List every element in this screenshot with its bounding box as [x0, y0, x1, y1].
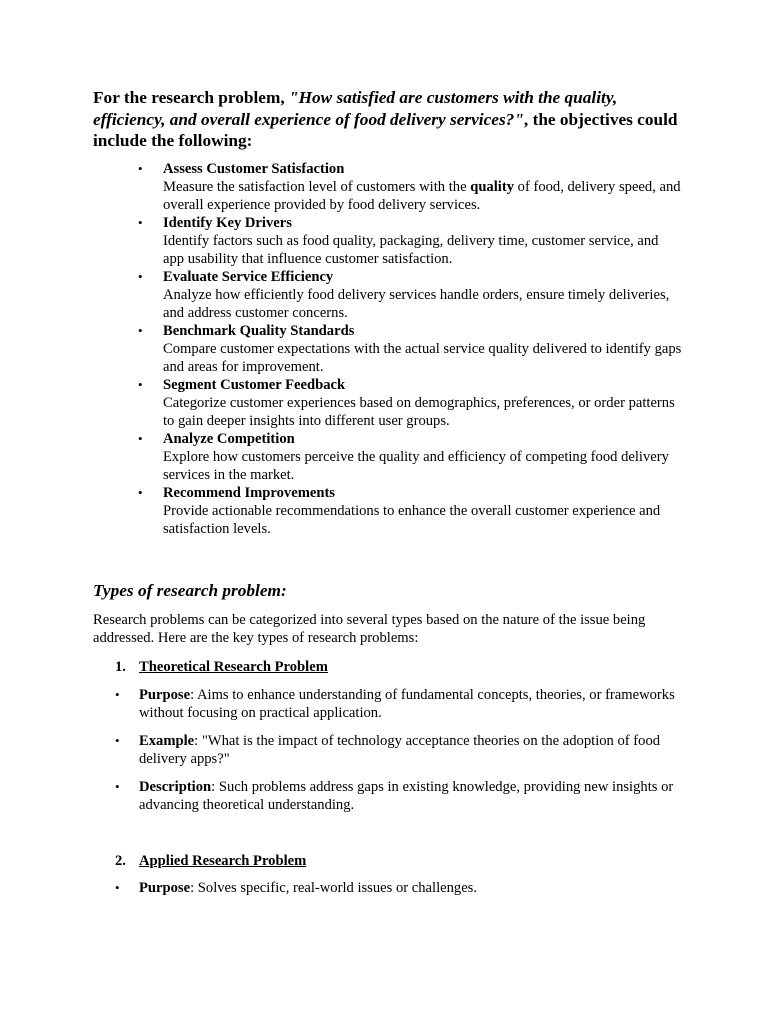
list-item [138, 322, 683, 376]
objective-title: Analyze Competition [163, 431, 295, 447]
detail-label: Example [139, 733, 195, 749]
bullet-icon: • [138, 485, 143, 500]
heading-suffix: , the objectives could include the following: [93, 109, 678, 150]
objective-title: Segment Customer Feedback [163, 377, 346, 393]
list-item [138, 160, 683, 214]
heading-question: "How satisfied are customers with the quality, efficiency, and overall experience of food delivery services?" [93, 88, 618, 129]
list-item [115, 686, 679, 722]
bullet-icon: • [115, 687, 120, 702]
types-intro-paragraph: Research problems can be categorized into several types based on the nature of the issue being addressed. Here are the key types of research problems: [93, 612, 646, 646]
objective-description: Compare customer expectations with the actual service quality delivered to identify gaps and areas for improvement. [163, 341, 682, 375]
bullet-icon: • [138, 161, 143, 176]
objective-description: Provide actionable recommendations to enhance the overall customer experience and satisfaction levels. [163, 503, 661, 537]
objective-title: Evaluate Service Efficiency [163, 269, 334, 285]
type-title: Theoretical Research Problem [139, 659, 328, 675]
list-item [138, 430, 683, 484]
objectives-heading [93, 87, 683, 152]
bullet-icon: • [138, 269, 143, 284]
detail-text: : Such problems address gaps in existing knowledge, providing new insights or advancing theoretical understanding. [139, 779, 674, 813]
list-item [138, 268, 683, 322]
type-heading-applied [115, 852, 306, 870]
bullet-icon: • [115, 880, 120, 895]
bullet-icon: • [138, 323, 143, 338]
types-section-title: Types of research problem: [93, 581, 287, 600]
objective-title: Recommend Improvements [163, 485, 335, 501]
detail-label: Description [139, 779, 212, 795]
list-item [138, 376, 683, 430]
list-item [115, 778, 679, 814]
objective-description: Measure the satisfaction level of customers with the quality of food, delivery speed, and overall experience provided by food delivery services. [163, 179, 681, 213]
objectives-list [138, 160, 683, 538]
detail-text: : Solves specific, real-world issues or challenges. [190, 880, 478, 896]
bullet-icon: • [138, 431, 143, 446]
bullet-icon: • [138, 377, 143, 392]
bullet-icon: • [138, 215, 143, 230]
bullet-icon: • [115, 779, 120, 794]
type-heading-theoretical [115, 658, 328, 676]
bullet-icon: • [115, 733, 120, 748]
objective-title: Identify Key Drivers [163, 215, 292, 231]
list-item [115, 879, 679, 897]
objective-title: Benchmark Quality Standards [163, 323, 355, 339]
type-title: Applied Research Problem [139, 853, 307, 869]
objective-description: Categorize customer experiences based on demographics, preferences, or order patterns to gain deeper insights into different user groups. [163, 395, 675, 429]
type-number: 2. [115, 853, 126, 869]
heading-prefix: For the research problem, [93, 88, 289, 107]
detail-label: Purpose [139, 687, 191, 703]
type-number: 1. [115, 659, 126, 675]
detail-text: : "What is the impact of technology acceptance theories on the adoption of food delivery apps?" [139, 733, 661, 767]
objective-description: Explore how customers perceive the quality and efficiency of competing food delivery services in the market. [163, 449, 669, 483]
objective-description: Analyze how efficiently food delivery services handle orders, ensure timely deliveries, and address customer concerns. [163, 287, 670, 321]
objective-description: Identify factors such as food quality, packaging, delivery time, customer service, and app usability that influence customer satisfaction. [163, 233, 659, 267]
list-item [115, 732, 679, 768]
detail-text: : Aims to enhance understanding of fundamental concepts, theories, or frameworks without focusing on practical application. [139, 687, 675, 721]
list-item [138, 484, 683, 538]
objective-title: Assess Customer Satisfaction [163, 161, 345, 177]
list-item [138, 214, 683, 268]
detail-label: Purpose [139, 880, 191, 896]
